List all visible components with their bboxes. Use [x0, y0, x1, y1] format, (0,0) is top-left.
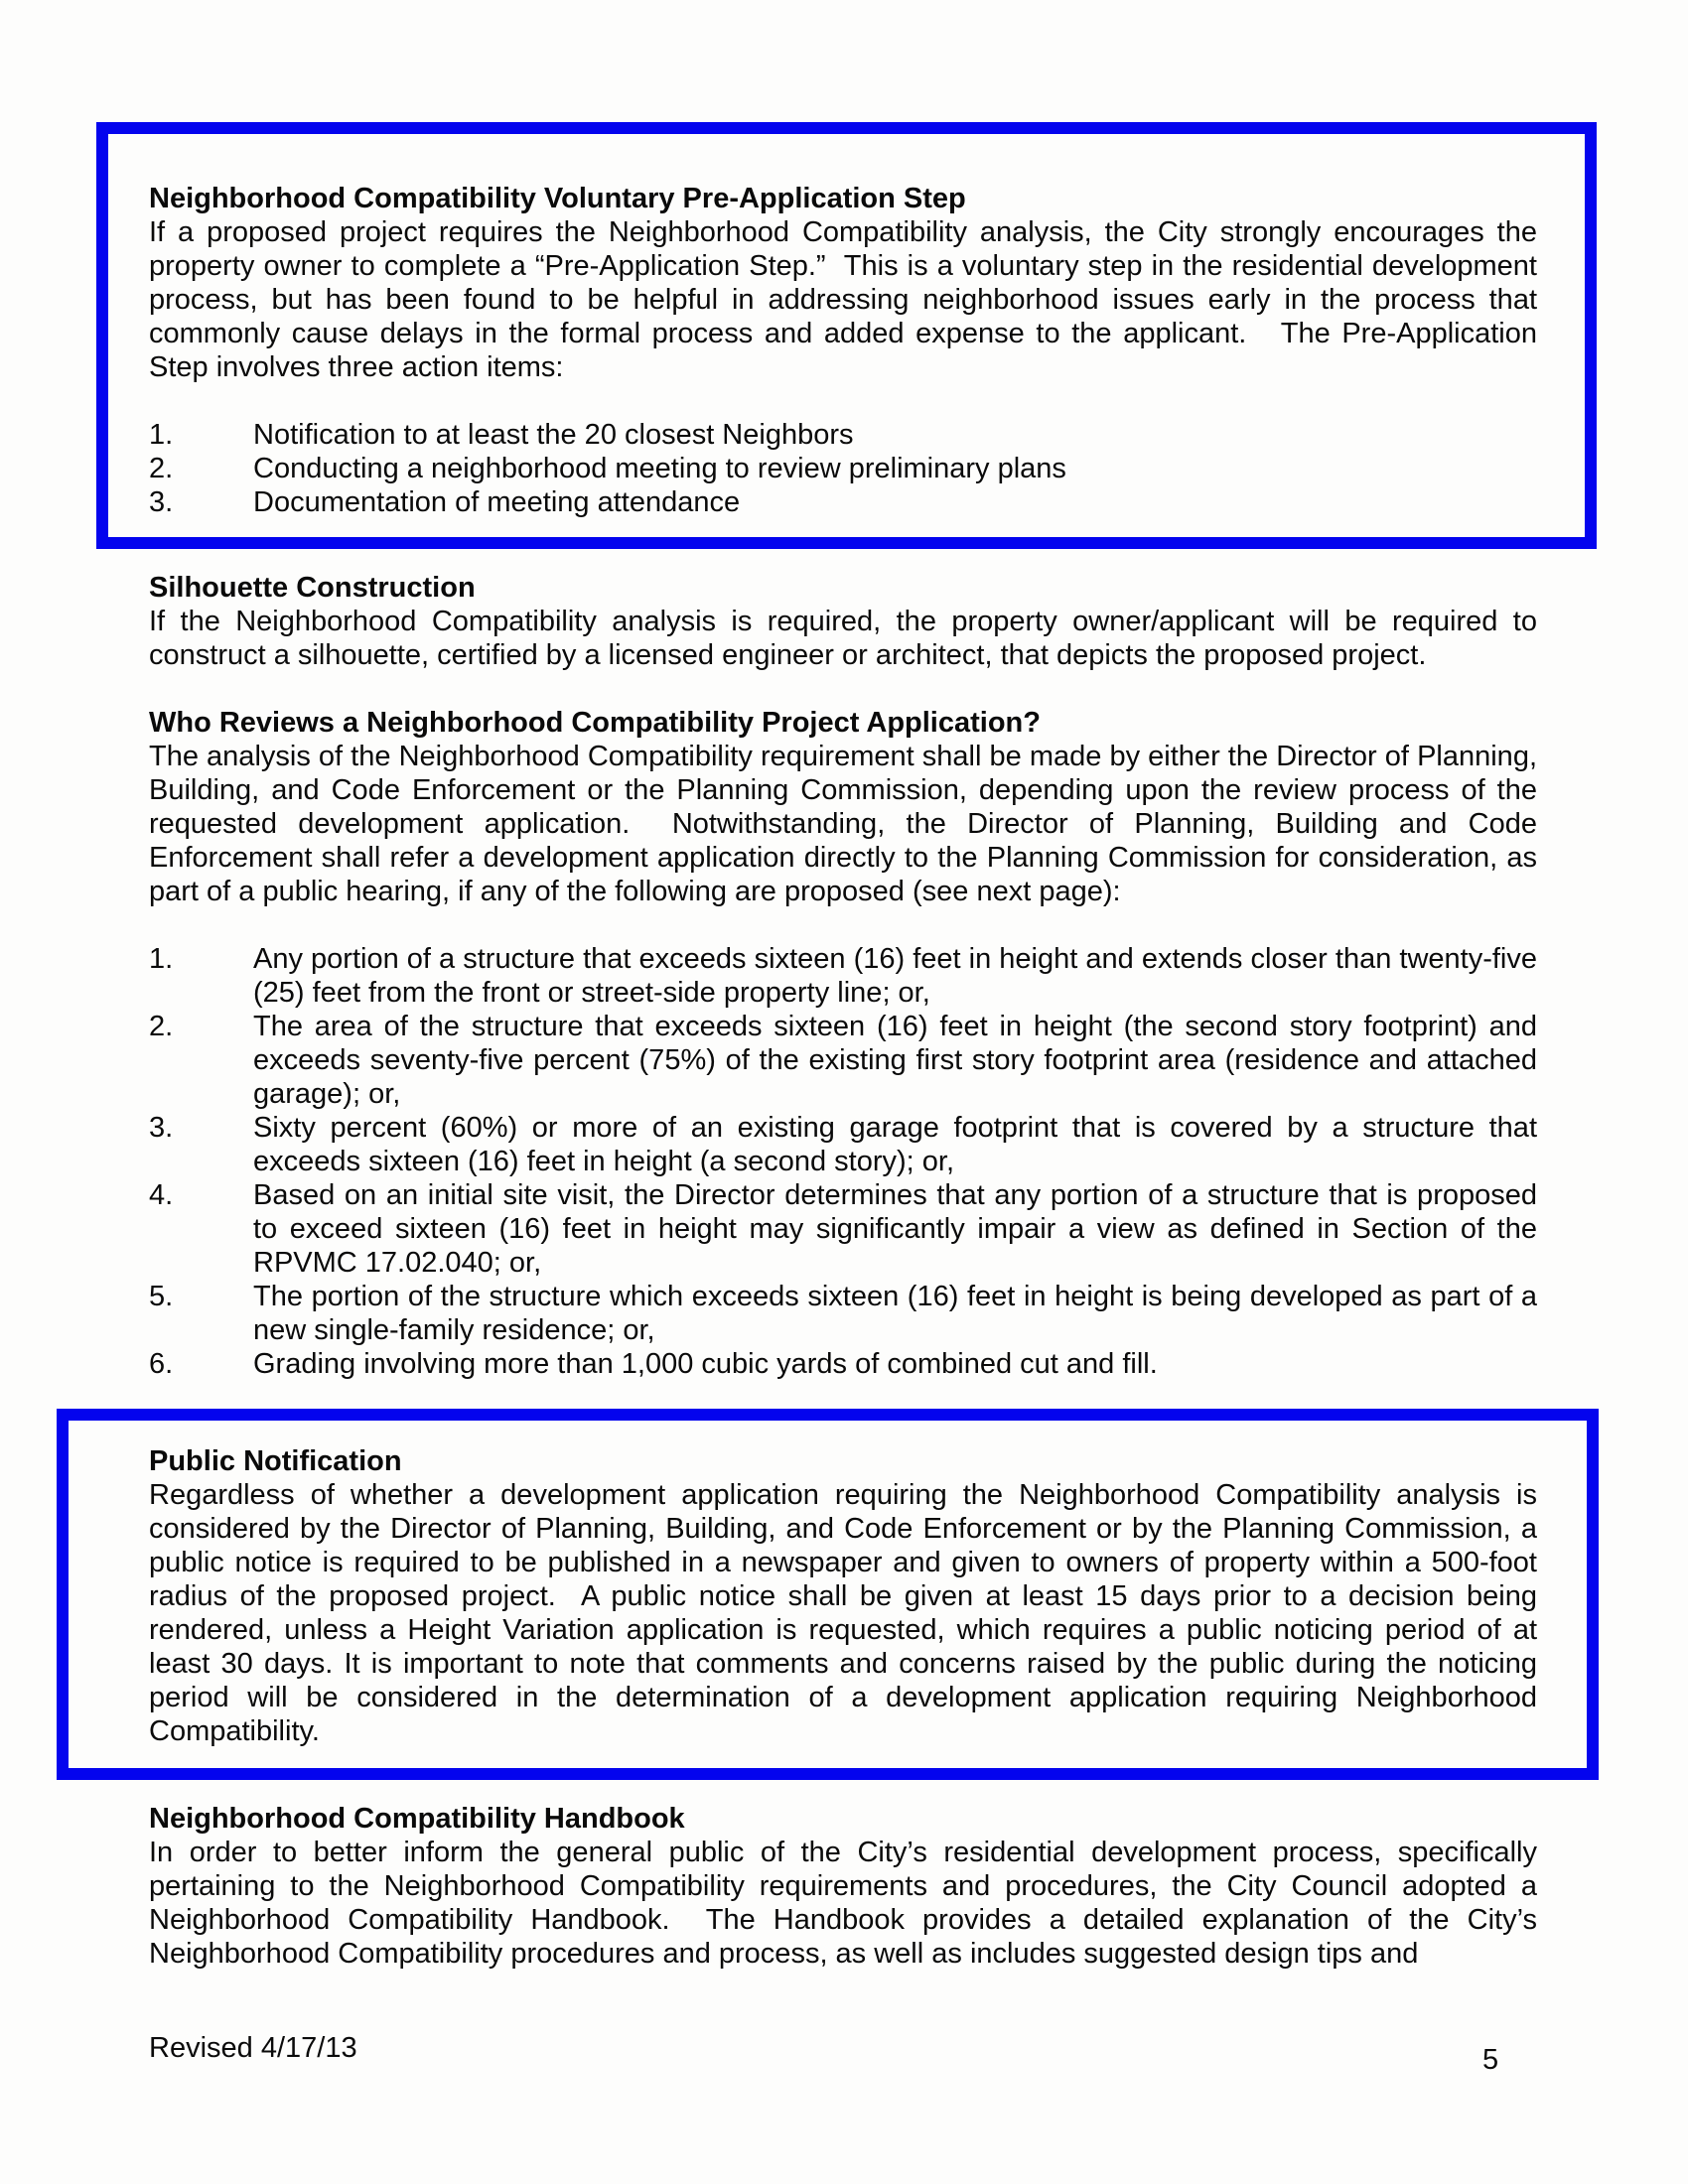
list-item [149, 942, 1537, 1010]
who-reviews-section [149, 706, 1537, 1381]
list-item [149, 418, 1537, 452]
list-item-number: 3. [149, 1112, 174, 1144]
list-item-number: 2. [149, 1011, 174, 1042]
list-item [149, 1280, 1537, 1347]
who-reviews-list [149, 942, 1537, 1381]
handbook-heading: Neighborhood Compatibility Handbook [149, 1803, 685, 1835]
list-item-text: Notification to at least the 20 closest Neighbors [253, 419, 854, 451]
list-item-text: Based on an initial site visit, the Director determines that any portion of a structure that is proposed to exceed sixteen (16) feet in height may significantly impair a view as defined in Section of the RPVMC 17.02.040; or, [253, 1179, 1537, 1279]
public-notification-heading: Public Notification [149, 1445, 402, 1477]
list-item-number: 2. [149, 453, 174, 484]
list-item [149, 1347, 1537, 1381]
list-item-text: Any portion of a structure that exceeds sixteen (16) feet in height and extends closer than twenty-five (25) feet from the front or street-side property line; or, [253, 943, 1537, 1009]
list-item-text: Grading involving more than 1,000 cubic yards of combined cut and fill. [253, 1348, 1158, 1380]
list-item-number: 1. [149, 419, 174, 451]
list-item-text: Conducting a neighborhood meeting to review preliminary plans [253, 453, 1066, 484]
list-item-number: 6. [149, 1348, 174, 1380]
list-item-text: Documentation of meeting attendance [253, 486, 741, 518]
pre-application-list [149, 418, 1537, 519]
list-item [149, 485, 1537, 519]
handbook-section [149, 1802, 1537, 1971]
silhouette-section [149, 571, 1537, 672]
silhouette-heading: Silhouette Construction [149, 572, 476, 604]
who-reviews-heading: Who Reviews a Neighborhood Compatibility Project Application? [149, 707, 1041, 739]
public-notification-paragraph: Regardless of whether a development application requiring the Neighborhood Compatibility analysis is considered by the Director of Planning, Building, and Code Enforcement or by the Planning Commission, a public notice is required to be published in a newspaper and given to owners of property within a 500-foot radius of the proposed project. A public notice shall be given at least 15 days prior to a decision being rendered, unless a Height Variation application is requested, which requires a public noticing period of at least 30 days. It is important to note that comments and concerns raised by the public during the noticing period will be considered in the determination of a development application requiring Neighborhood Compatibility. [149, 1479, 1537, 1747]
who-reviews-paragraph: The analysis of the Neighborhood Compatibility requirement shall be made by either the Director of Planning, Building, and Code Enforcement or the Planning Commission, depending upon the review process of the requested development application. Notwithstanding, the Director of Planning, Building and Code Enforcement shall refer a development application directly to the Planning Commission for consideration, as part of a public hearing, if any of the following are proposed (see next page): [149, 741, 1537, 907]
list-item-number: 5. [149, 1281, 174, 1312]
footer-revised-date: Revised 4/17/13 [149, 2032, 357, 2064]
list-item [149, 1111, 1537, 1178]
silhouette-paragraph: If the Neighborhood Compatibility analysis is required, the property owner/applicant will be required to construct a silhouette, certified by a licensed engineer or architect, that depicts the proposed project. [149, 606, 1537, 671]
pre-application-heading: Neighborhood Compatibility Voluntary Pre-Application Step [149, 183, 966, 214]
pre-application-paragraph: If a proposed project requires the Neighborhood Compatibility analysis, the City strongly encourages the property owner to complete a “Pre-Application Step.” This is a voluntary step in the residential development process, but has been found to be helpful in addressing neighborhood issues early in the process that commonly cause delays in the formal process and added expense to the applicant. The Pre-Application Step involves three action items: [149, 216, 1537, 383]
public-notification-callout-box [57, 1409, 1599, 1780]
list-item-number: 1. [149, 943, 174, 975]
list-item-text: The portion of the structure which exceeds sixteen (16) feet in height is being developed as part of a new single-family residence; or, [253, 1281, 1537, 1346]
list-item [149, 452, 1537, 485]
list-item [149, 1178, 1537, 1280]
footer-page-number: 5 [1482, 2044, 1499, 2076]
list-item [149, 1010, 1537, 1111]
list-item-text: Sixty percent (60%) or more of an existing garage footprint that is covered by a structure that exceeds sixteen (16) feet in height (a second story); or, [253, 1112, 1537, 1177]
list-item-text: The area of the structure that exceeds sixteen (16) feet in height (the second story footprint) and exceeds seventy-five percent (75%) of the existing first story footprint area (residence and attached garage); or, [253, 1011, 1537, 1110]
pre-application-callout-box [96, 122, 1597, 549]
list-item-number: 3. [149, 486, 174, 518]
list-item-number: 4. [149, 1179, 174, 1211]
handbook-paragraph: In order to better inform the general public of the City’s residential development process, specifically pertaining to the Neighborhood Compatibility requirements and procedures, the City Council adopted a Neighborhood Compatibility Handbook. The Handbook provides a detailed explanation of the City’s Neighborhood Compatibility procedures and process, as well as includes suggested design tips and [149, 1837, 1537, 1970]
